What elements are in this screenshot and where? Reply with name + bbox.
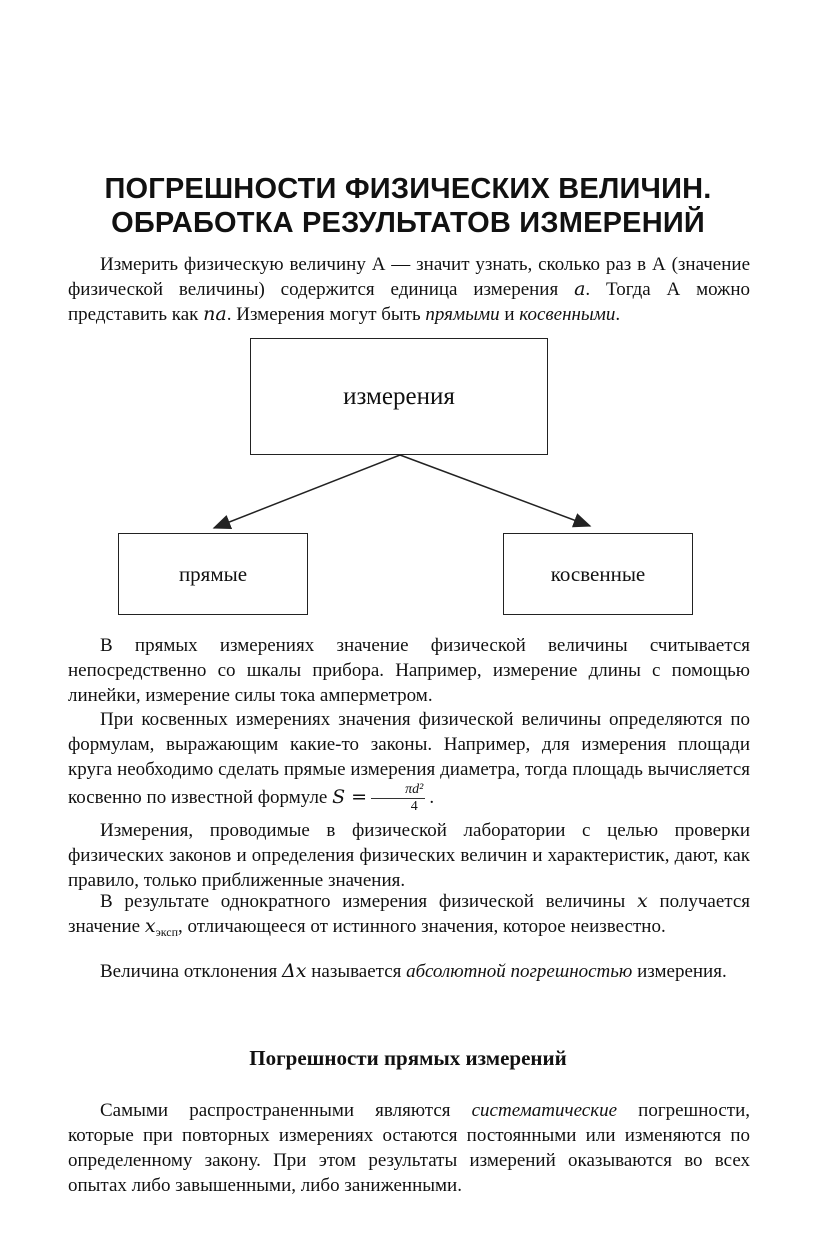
diagram-root-label: измерения bbox=[343, 382, 455, 410]
section-title: Погрешности прямых измерений bbox=[249, 1046, 567, 1070]
paragraph-lab: Измерения, проводимые в физической лаборатории с целью проверки физических законов и определения физических величин и характеристик, дают, как правило, только приближенные значения. bbox=[68, 820, 750, 891]
paragraph-indirect bbox=[68, 707, 750, 815]
formula-denominator: 4 bbox=[410, 799, 418, 814]
arrow-to-indirect bbox=[400, 455, 590, 526]
intro-text-1: Измерить физическую величину А — значит узнать, сколько раз в А (значение физической величины) содержится единица измерения bbox=[68, 254, 750, 300]
unit-symbol: a bbox=[574, 278, 586, 300]
paragraph-delta bbox=[68, 959, 750, 984]
formula-numerator: πd² bbox=[371, 782, 425, 799]
diagram-direct-box bbox=[118, 533, 308, 615]
diagram-indirect-label: косвенные bbox=[550, 561, 646, 586]
arrow-to-direct bbox=[214, 455, 400, 528]
intro-text-5: . bbox=[615, 304, 621, 325]
systematic-term: систематические bbox=[471, 1100, 618, 1121]
intro-text-2: . Тогда А можно представить как bbox=[68, 279, 750, 325]
diagram-root-box bbox=[250, 338, 548, 455]
title-line-1: ПОГРЕШНОСТИ ФИЗИЧЕСКИХ ВЕЛИЧИН. bbox=[104, 173, 712, 205]
na-symbol: na bbox=[203, 303, 227, 325]
delta-text-2: называется bbox=[306, 961, 407, 982]
indirect-text: При косвенных измерениях значения физической величины определяются по формулам, выражающим какие-то законы. Например, для измерения площади круга необходимо сделать прямые измерения диаметра, тогда площадь вычисляется косвенно по известной формуле bbox=[68, 709, 750, 808]
intro-text-4: и bbox=[499, 304, 520, 325]
delta-text-3: измерения. bbox=[632, 961, 727, 982]
x-exp-symbol: x bbox=[144, 915, 156, 937]
single-text-2: получается значение bbox=[68, 891, 751, 937]
formula-lhs: S = bbox=[332, 785, 368, 808]
single-text-1: В результате однократного измерения физической величины bbox=[100, 891, 637, 912]
single-text-3: , отличающееся от истинного значения, которое неизвестно. bbox=[178, 916, 666, 937]
systematic-text-2: погрешности, которые при повторных измерениях остаются постоянными или изменяются по определенному закону. При этом результаты измерений оказываются во всех опытах либо завышенными, либо заниженными. bbox=[68, 1100, 750, 1196]
indirect-end: . bbox=[429, 786, 435, 808]
diagram-direct-label: прямые bbox=[178, 561, 248, 586]
delta-text-1: Величина отклонения bbox=[100, 961, 283, 982]
paragraph-systematic bbox=[68, 1098, 750, 1198]
diagram-indirect-box bbox=[503, 533, 693, 615]
x-symbol: x bbox=[637, 890, 648, 912]
delta-symbol: Δx bbox=[282, 960, 307, 982]
absolute-error-term: абсолютной погрешностью bbox=[406, 961, 633, 982]
intro-text-3: . Измерения могут быть bbox=[226, 304, 426, 325]
direct-term: прямыми bbox=[425, 304, 500, 325]
title-line-2: ОБРАБОТКА РЕЗУЛЬТАТОВ ИЗМЕРЕНИЙ bbox=[111, 207, 705, 239]
systematic-text-1: Самыми распространенными являются bbox=[100, 1100, 472, 1121]
x-exp-subscript: эксп bbox=[155, 925, 179, 939]
paragraph-direct: В прямых измерениях значение физической величины считывается непосредственно со шкалы прибора. Например, измерение длины с помощью линейки, измерение силы тока амперметром. bbox=[68, 635, 750, 706]
paragraph-single bbox=[68, 889, 750, 945]
formula-fraction bbox=[371, 782, 425, 815]
indirect-term: косвенными bbox=[519, 304, 616, 325]
